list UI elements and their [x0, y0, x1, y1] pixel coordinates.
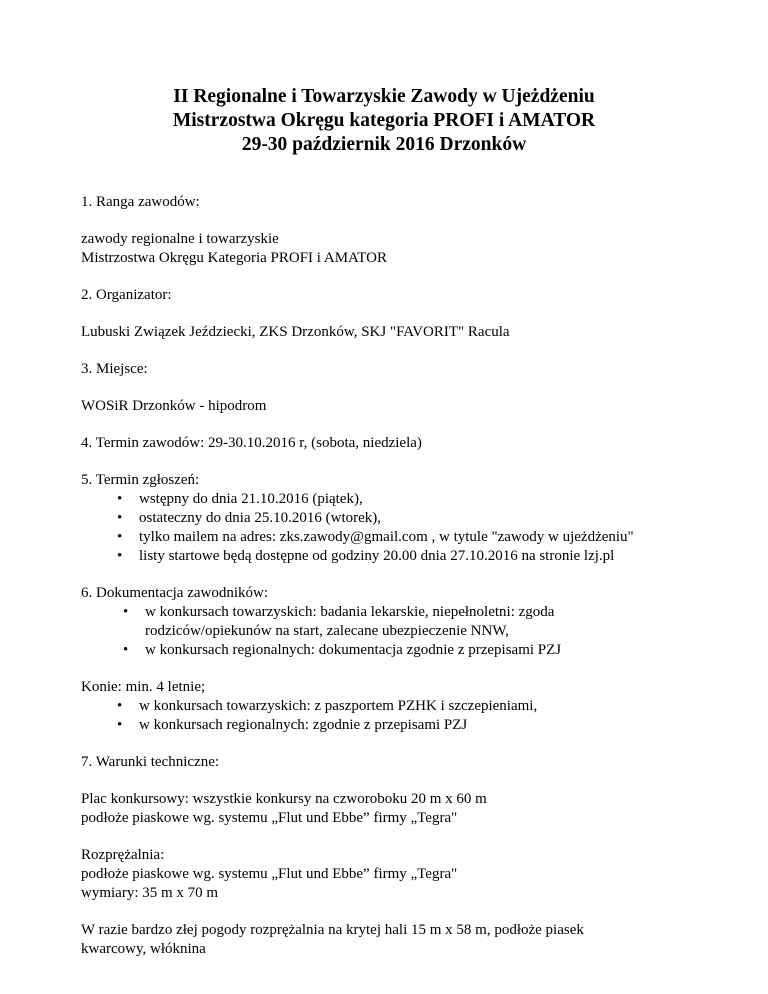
bullet-icon: • [117, 529, 123, 545]
ranga-line-1: zawody regionalne i towarzyskie [81, 231, 279, 247]
section-heading-organizator: 2. Organizator: [81, 287, 172, 303]
list-item: • ostateczny do dnia 25.10.2016 (wtorek), [117, 510, 382, 526]
bullet-icon: • [117, 548, 123, 564]
ranga-text [81, 230, 701, 268]
bullet-icon: • [123, 642, 129, 658]
plac-line-2: podłoże piaskowe wg. systemu „Flut und Ebbe” firmy „Tegra" [81, 810, 458, 826]
rozprezalnia-line-2: podłoże piaskowe wg. systemu „Flut und Ebbe” firmy „Tegra" [81, 866, 458, 882]
section-heading-konie: Konie: min. 4 letnie; [81, 679, 206, 695]
section-heading-warunki: 7. Warunki techniczne: [81, 754, 220, 770]
konie-list [81, 697, 701, 735]
zgloszenia-list [81, 490, 701, 566]
bullet-icon: • [117, 717, 123, 733]
miejsce-text: WOSiR Drzonków - hipodrom [81, 398, 267, 414]
title-line-3: 29-30 październik 2016 Drzonków [241, 134, 527, 155]
section-heading-miejsce: 3. Miejsce: [81, 361, 148, 377]
bullet-icon: • [117, 491, 123, 507]
dokumentacja-list [81, 603, 701, 660]
list-item: • w konkursach towarzyskich: badania lekarskie, niepełnoletni: zgoda rodziców/opiekunów na start, zalecane ubezpieczenie NNW, [123, 604, 555, 639]
bullet-icon: • [117, 510, 123, 526]
plac-line-1: Plac konkursowy: wszystkie konkursy na czworoboku 20 m x 60 m [81, 791, 487, 807]
section-heading-dokumentacja: 6. Dokumentacja zawodników: [81, 585, 269, 601]
document-title [0, 85, 768, 157]
termin-zawodow-text: 4. Termin zawodów: 29-30.10.2016 r, (sobota, niedziela) [81, 435, 422, 451]
list-item: • w konkursach regionalnych: dokumentacja zgodnie z przepisami PZJ [123, 642, 562, 658]
document-body [81, 193, 701, 959]
list-item: • wstępny do dnia 21.10.2016 (piątek), [117, 491, 363, 507]
list-item: • w konkursach towarzyskich: z paszportem PZHK i szczepieniami, [117, 698, 538, 714]
organizator-text: Lubuski Związek Jeździecki, ZKS Drzonków, SKJ "FAVORIT" Racula [81, 324, 510, 340]
rozprezalnia-text [81, 846, 701, 903]
bullet-icon: • [123, 604, 129, 620]
rozprezalnia-line-3: wymiary: 35 m x 70 m [81, 885, 219, 901]
section-heading-zgloszenia: 5. Termin zgłoszeń: [81, 472, 200, 488]
list-item: • w konkursach regionalnych: zgodnie z przepisami PZJ [117, 717, 468, 733]
ranga-line-2: Mistrzostwa Okręgu Kategoria PROFI i AMATOR [81, 250, 387, 266]
section-heading-ranga: 1. Ranga zawodów: [81, 194, 200, 210]
pogoda-text: W razie bardzo złej pogody rozprężalnia na krytej hali 15 m x 58 m, podłoże piasek kwarcowy, włóknina [81, 922, 584, 957]
plac-konkursowy-text [81, 790, 701, 828]
list-item: • listy startowe będą dostępne od godziny 20.00 dnia 27.10.2016 na stronie lzj.pl [117, 548, 615, 564]
rozprezalnia-line-1: Rozprężalnia: [81, 847, 165, 863]
title-line-1: II Regionalne i Towarzyskie Zawody w Ujeżdżeniu [173, 86, 595, 107]
title-line-2: Mistrzostwa Okręgu kategoria PROFI i AMATOR [172, 110, 596, 131]
bullet-icon: • [117, 698, 123, 714]
list-item: • tylko mailem na adres: zks.zawody@gmail.com , w tytule "zawody w ujeżdżeniu" [117, 529, 634, 545]
